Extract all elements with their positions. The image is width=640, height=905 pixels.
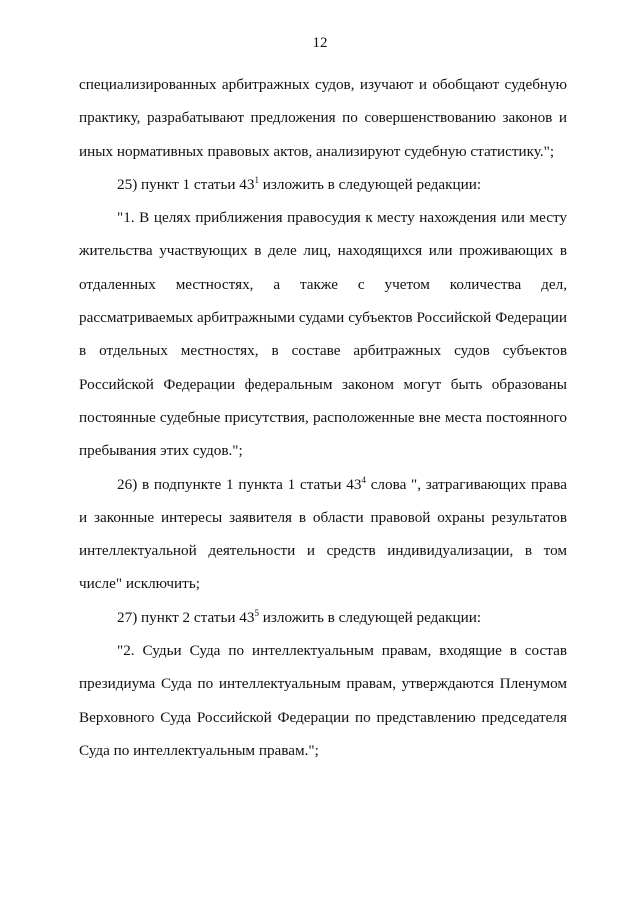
item-25-text-end: изложить в следующей редакции: xyxy=(258,175,482,193)
paragraph-continuation: специализированных арбитражных судов, изучают и обобщают судебную практику, разрабатывают предложения по совершенствованию законов и иных нормативных правовых актов, анализируют судебную статистику."; xyxy=(79,76,567,160)
document-body xyxy=(79,68,567,767)
item-27-text-end: изложить в следующей редакции: xyxy=(258,608,482,626)
item-27-text: 27) пункт 2 статьи 43 xyxy=(117,608,255,626)
item-27-superscript: 5 xyxy=(254,607,259,618)
paragraph-item-25 xyxy=(79,168,567,201)
item-25-superscript: 1 xyxy=(254,174,259,185)
paragraph-quote-1: "1. В целях приближения правосудия к месту нахождения или месту жительства участвующих в деле лиц, находящихся или проживающих в отдаленных местностях, а также с учетом количества дел, рассматриваемых арбитражными судами субъектов Российской Федерации в отдельных местностях, в составе арбитражных судов субъектов Российской Федерации федеральным законом могут быть образованы постоянные судебные присутствия, расположенные вне места постоянного пребывания этих судов."; xyxy=(79,209,567,460)
item-26-superscript: 4 xyxy=(361,474,366,485)
item-26-text: 26) в подпункте 1 пункта 1 статьи 43 xyxy=(117,475,362,493)
paragraph-quote-2: "2. Судьи Суда по интеллектуальным правам, входящие в состав президиума Суда по интеллектуальным правам, утверждаются Пленумом Верховного Суда Российской Федерации по представлению председателя Суда по интеллектуальным правам."; xyxy=(79,642,567,759)
paragraph-item-27 xyxy=(79,601,567,634)
paragraph-item-26 xyxy=(79,468,567,601)
item-25-text: 25) пункт 1 статьи 43 xyxy=(117,175,255,193)
page-number: 12 xyxy=(312,35,328,51)
item-26-text-end: слова ", затрагивающих права и законные интересы заявителя в области правовой охраны результатов интеллектуальной деятельности и средств индивидуализации, в том числе" исключить; xyxy=(79,475,567,593)
